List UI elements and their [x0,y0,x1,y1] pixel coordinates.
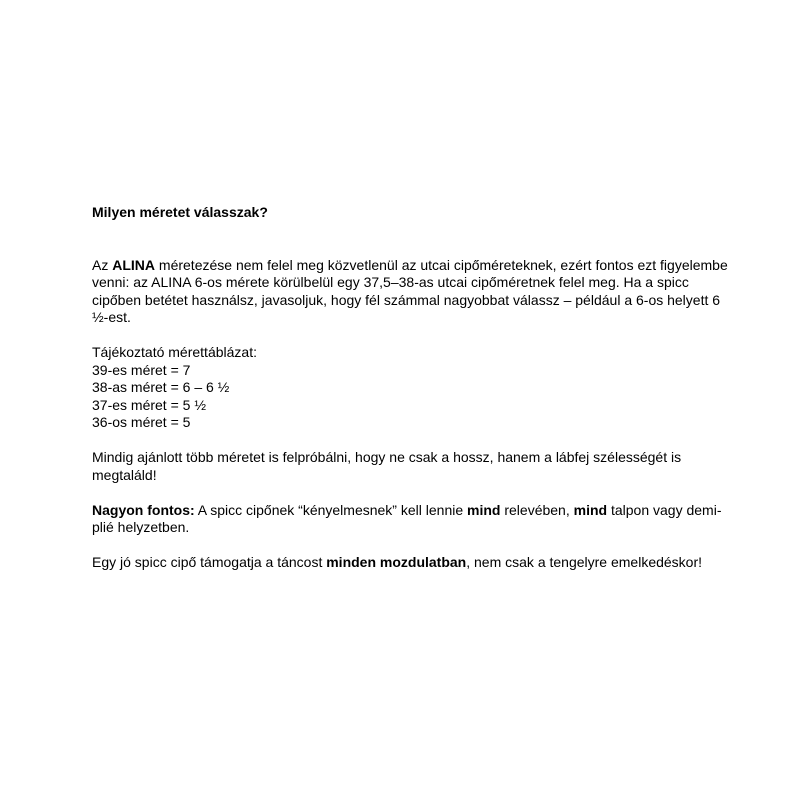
intro-paragraph [92,257,732,327]
size-table-row: 38-as méret = 6 – 6 ½ [92,379,230,395]
important-label: Nagyon fontos: [92,501,195,518]
important-emphasis: mind [467,501,501,518]
advice-paragraph: Mindig ajánlott több méretet is felpróbálni, hogy ne csak a hossz, hanem a lábfej szélességét is megtaláld! [92,449,682,483]
intro-text-start: Az [92,256,113,273]
size-table-row: 39-es méret = 7 [92,361,191,378]
important-emphasis: mind [573,501,608,518]
brand-name: ALINA [112,256,156,273]
size-table-row: 37-es méret = 5 ½ [92,396,207,413]
closing-paragraph [92,554,732,572]
document-body [92,204,732,589]
closing-emphasis: minden mozdulatban [326,554,467,570]
page-title: Milyen méretet válasszak? [92,204,268,220]
important-paragraph [92,502,732,537]
size-table-title: Tájékoztató mérettáblázat: [92,344,257,360]
closing-text: Egy jó spicc cipő támogatja a táncost [92,554,327,570]
important-text: relevében, [500,501,574,518]
intro-text-rest: méretezése nem felel meg közvetlenül az utcai cipőméreteknek, ezért fontos ezt figyelembe venni: az ALINA 6-os mérete körülbelül egy 37,5–38-as utcai cipőméretnek felel meg. Ha a spicc cipőben betétet használsz, javasoljuk, hogy fél számmal nagyobbat válassz – például a 6-os helyett 6 ½-est. [92,256,728,325]
size-table [92,344,732,432]
size-table-row: 36-os méret = 5 [92,414,191,430]
important-text: talpon vagy demi-plié helyzetben. [92,501,722,535]
closing-text: , nem csak a tengelyre emelkedéskor! [466,554,703,570]
important-text: A spicc cipőnek “kényelmesnek” kell lennie [194,501,468,518]
